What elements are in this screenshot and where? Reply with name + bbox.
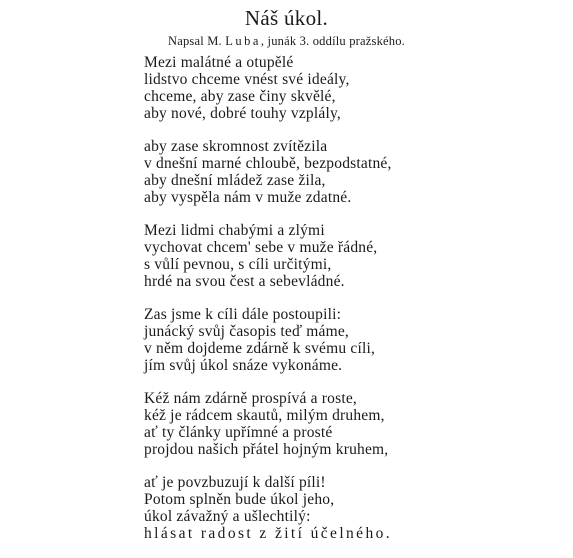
poem-line: Zas jsme k cíli dále postoupili: — [144, 306, 342, 323]
poem-line: ať ty články upřímné a prosté — [144, 424, 333, 441]
poem-line: vychovat chcem' sebe v muže řádné, — [144, 239, 378, 256]
poem-line: hrdé na svou čest a sebevládné. — [144, 273, 345, 290]
byline-suffix: , junák 3. oddílu pražského. — [260, 34, 405, 48]
poem-line: aby dnešní mládež zase žila, — [144, 172, 326, 189]
poem-byline — [0, 33, 573, 49]
poem-line: aby zase skromnost zvítězila — [144, 138, 328, 155]
stanza-2 — [144, 138, 564, 206]
poem-body — [144, 54, 564, 558]
poem-line: Potom splněn bude úkol jeho, — [144, 491, 335, 508]
poem-line: v dnešní marné chloubě, bezpodstatné, — [144, 155, 392, 172]
poem-line: Mezi lidmi chabými a zlými — [144, 222, 325, 239]
byline-author-surname: Luba — [225, 34, 261, 48]
poem-line: kéž je rádcem skautů, milým druhem, — [144, 407, 385, 424]
stanza-6 — [144, 474, 564, 542]
stanza-4 — [144, 306, 564, 374]
poem-line: projdou našich přátel hojným kruhem, — [144, 441, 389, 458]
poem-line: jím svůj úkol snáze vykonáme. — [144, 357, 343, 374]
stanza-3 — [144, 222, 564, 290]
poem-line: s vůlí pevnou, s cíli určitými, — [144, 256, 332, 273]
poem-line: lidstvo chceme vnést své ideály, — [144, 71, 350, 88]
poem-line-final: hlásat radost z žití účelného. — [144, 525, 393, 542]
byline-prefix: Napsal M. — [167, 34, 226, 48]
poem-title: Náš úkol. — [244, 6, 329, 30]
poem-line: chceme, aby zase činy skvělé, — [144, 88, 336, 105]
poem-line: Kéž nám zdárně prospívá a roste, — [144, 390, 357, 407]
poem-line: aby nové, dobré touhy vzplály, — [144, 105, 341, 122]
poem-line: ať je povzbuzují k další píli! — [144, 474, 326, 491]
poem-line: aby vyspěla nám v muže zdatné. — [144, 189, 352, 206]
stanza-1 — [144, 54, 564, 122]
poem-line: v něm dojdeme zdárně k svému cíli, — [144, 340, 376, 357]
poem-line: úkol závažný a ušlechtilý: — [144, 508, 311, 525]
poem-line: junácký svůj časopis teď máme, — [144, 323, 349, 340]
poem-line: Mezi malátné a otupělé — [144, 54, 294, 71]
stanza-5 — [144, 390, 564, 458]
